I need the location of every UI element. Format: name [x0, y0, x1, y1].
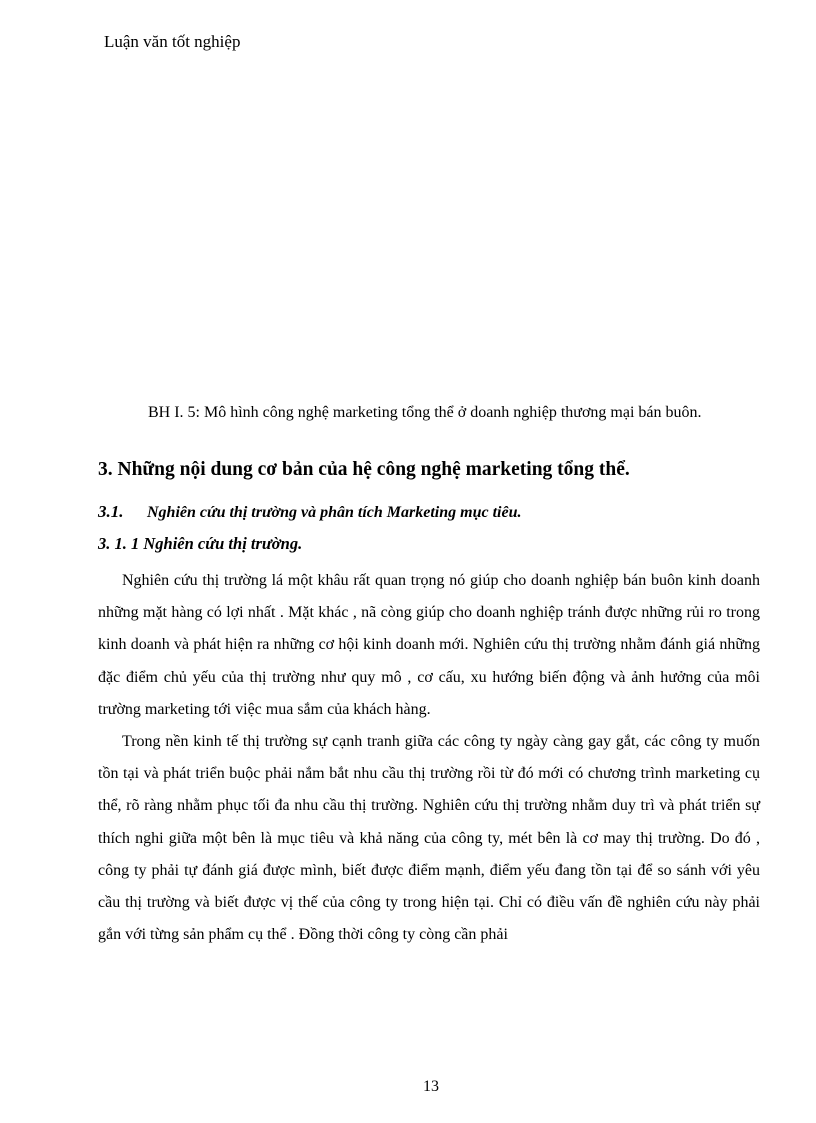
subsection-number: 3.1. — [98, 502, 124, 521]
subsubsection-heading: 3. 1. 1 Nghiên cứu thị trường. — [98, 534, 303, 553]
subsection-heading — [98, 502, 521, 522]
paragraph: Trong nền kinh tế thị trường sự cạnh tranh giữa các công ty ngày càng gay gắt, các công ty muốn tồn tại và phát triển buộc phải nắm bắt nhu cầu thị trường rồi từ đó mới có chương trình marketing cụ thể, rõ ràng nhằm phục tối đa nhu cầu thị trường. Nghiên cứu thị trường nhằm duy trì và phát triển sự thích nghi giữa một bên là mục tiêu và khả năng của công ty, mét bên là cơ may thị trường. Do đó , công ty phải tự đánh giá được mình, biết được điểm mạnh, điểm yếu đang tồn tại để so sánh với yêu cầu thị trường và biết được vị thế của công ty trong hiện tại. Chỉ có điều vấn đề nghiên cứu này phải gắn với từng sản phẩm cụ thể . Đồng thời công ty còng cần phải — [98, 733, 760, 944]
paragraph: Nghiên cứu thị trường lá một khâu rất quan trọng nó giúp cho doanh nghiệp bán buôn kinh doanh những mặt hàng có lợi nhất . Mặt khác , nã còng giúp cho doanh nghiệp tránh được những rủi ro trong kinh doanh và phát hiện ra những cơ hội kinh doanh mới. Nghiên cứu thị trường nhằm đánh giá những đặc điểm chủ yếu của thị trường như quy mô , cơ cấu, xu hướng biến động và ảnh hưởng của môi trường marketing tới việc mua sắm của khách hàng. — [98, 572, 760, 718]
subsection-title: Nghiên cứu thị trường và phân tích Marketing mục tiêu. — [147, 504, 522, 521]
page-header-title: Luận văn tốt nghiệp — [104, 32, 241, 51]
page-number: 13 — [423, 1078, 439, 1095]
section-heading: 3. Những nội dung cơ bản của hệ công nghệ marketing tổng thể. — [98, 459, 630, 480]
figure-caption: BH I. 5: Mô hình công nghệ marketing tổng thể ở doanh nghiệp thương mại bán buôn. — [148, 404, 702, 421]
body-text — [98, 565, 760, 951]
